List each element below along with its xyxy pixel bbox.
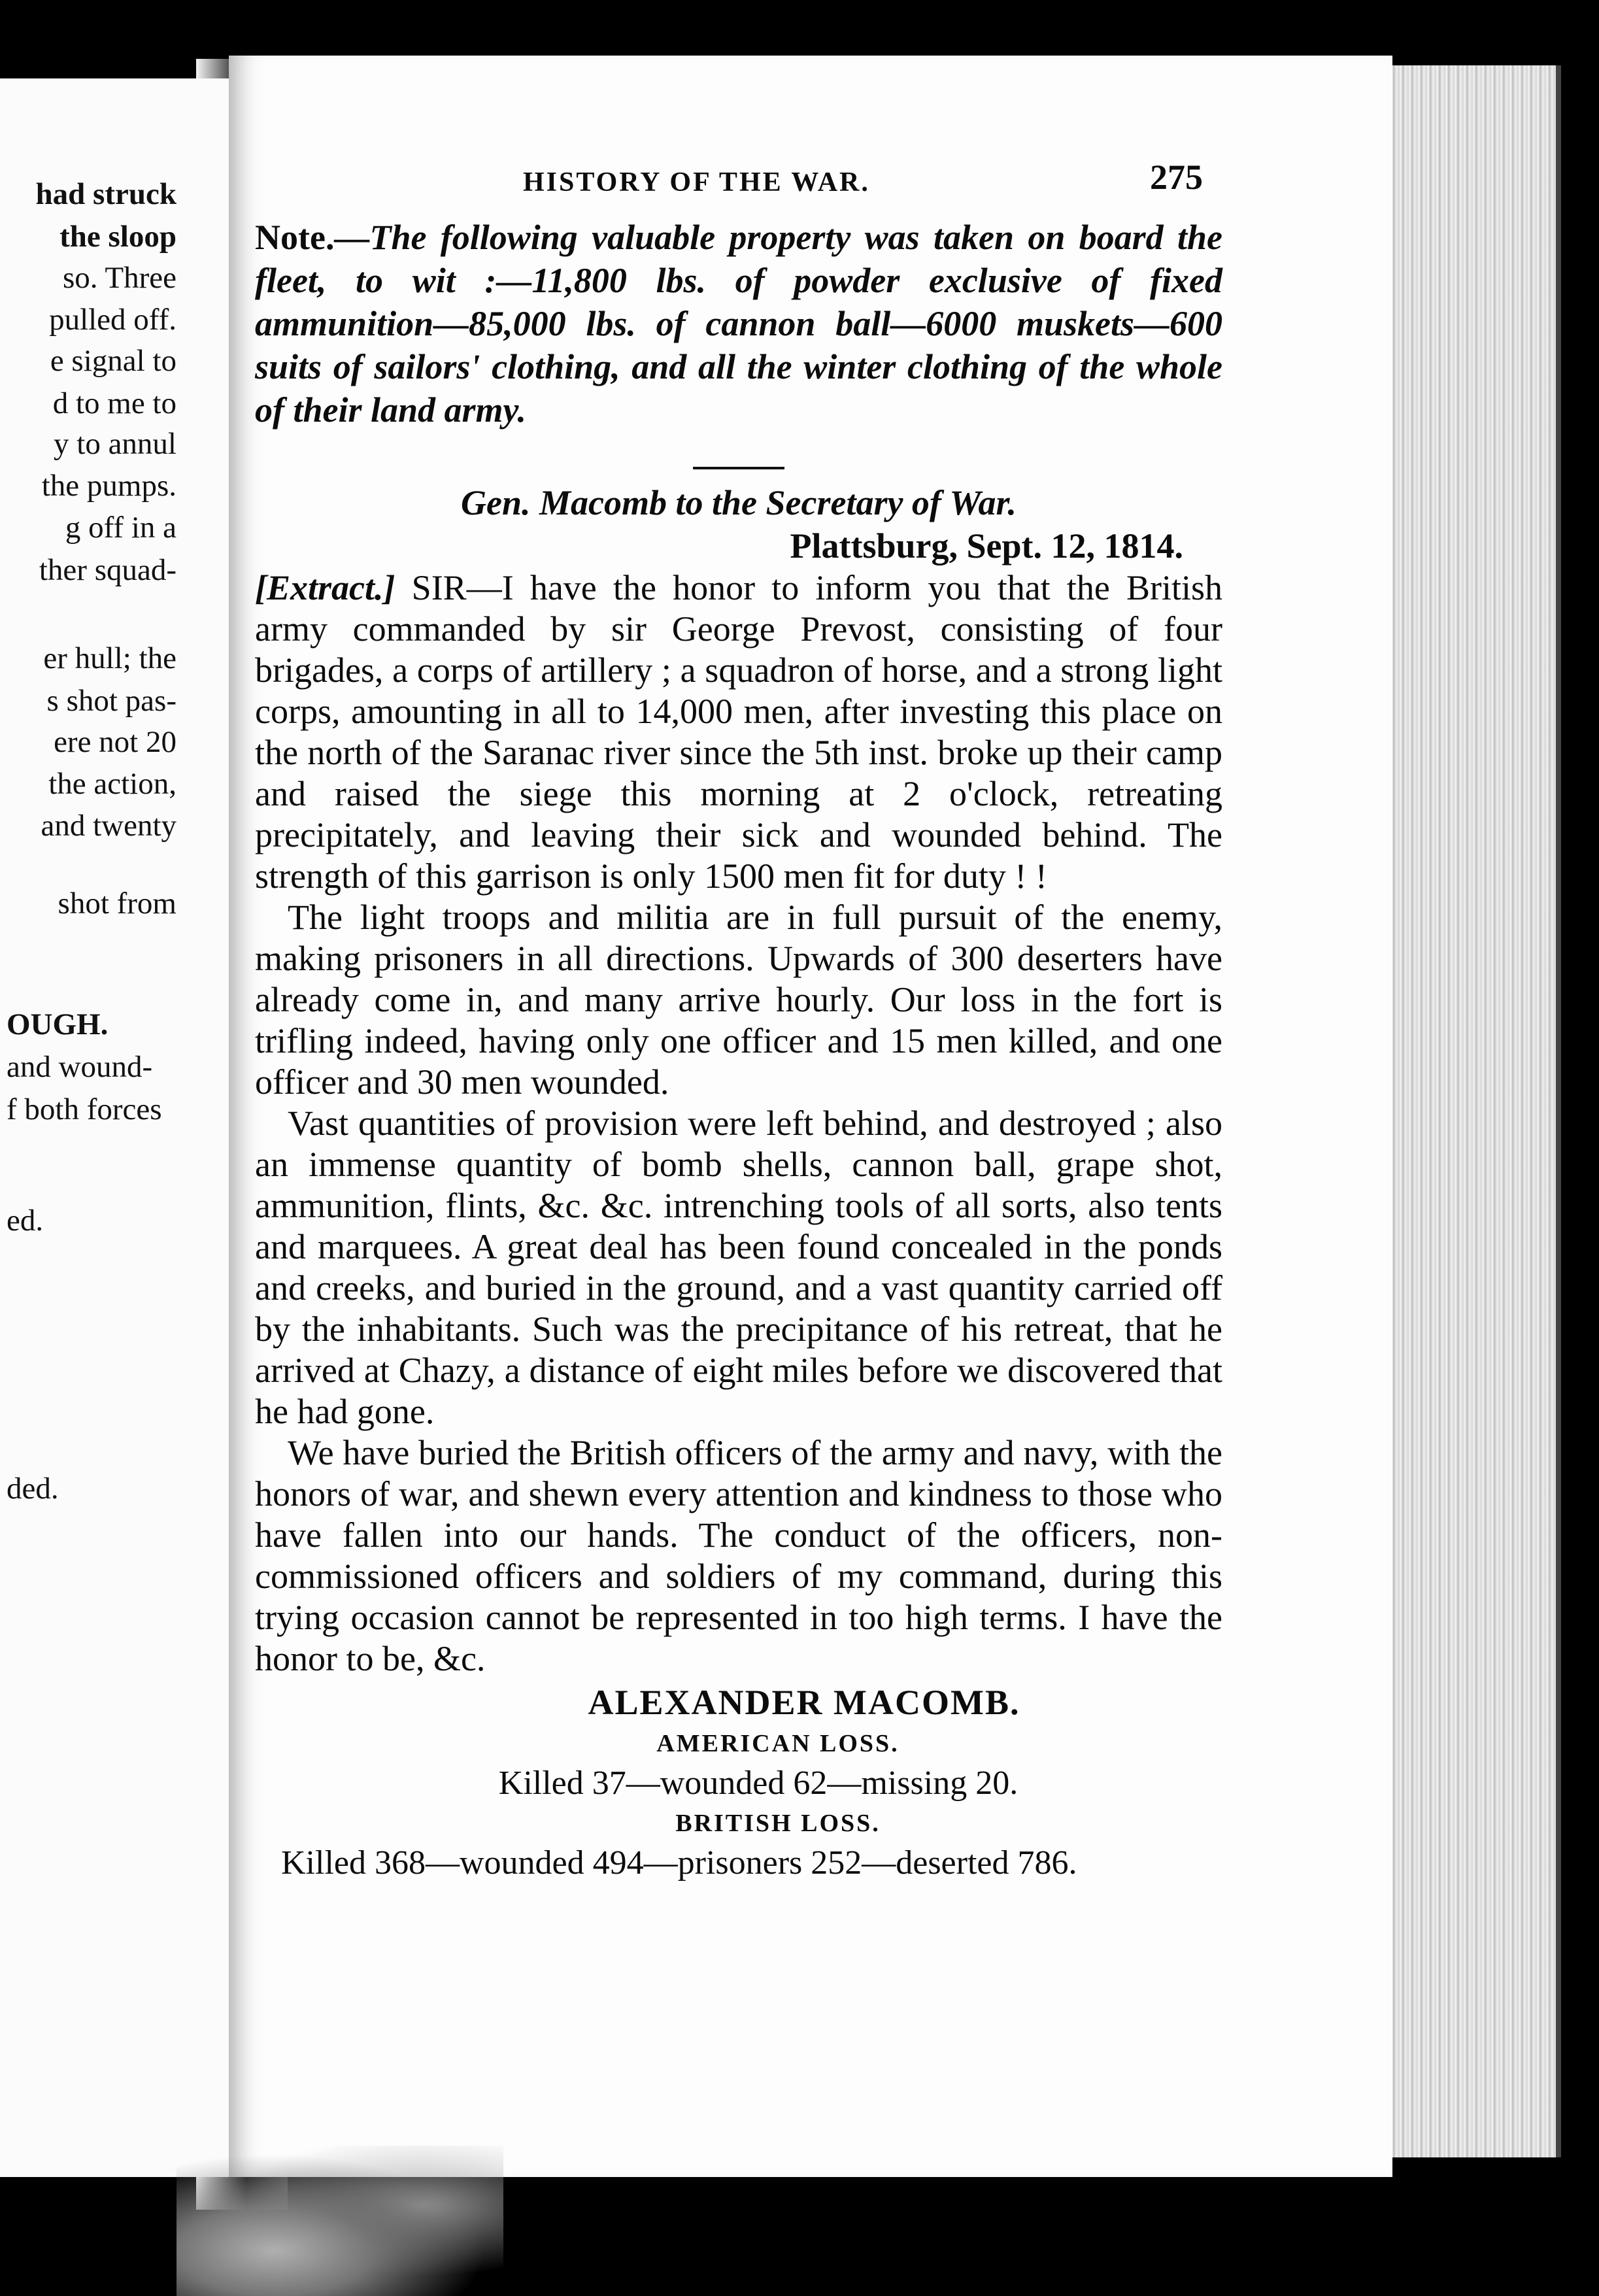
left-page-fragment bbox=[0, 78, 246, 2177]
letter-paragraph-1-text: SIR—I have the honor to inform you that the British army commanded by sir George Prevost, consisting of four brigades, a corps of artillery ; a squadron of horse, and a strong light corps, amounting in all to 14,000 men, after investing this place on the north of the Saranac river since the 5th inst. broke up their camp and raised the siege this morning at 2 o'clock, retreating precipitately, and leaving their sick and wounded behind. The strength of this garrison is only 1500 men fit for duty ! ! bbox=[255, 568, 1222, 896]
note-paragraph bbox=[255, 216, 1222, 431]
left-page-line: ere not 20 bbox=[54, 725, 177, 759]
american-loss-line: Killed 37—wounded 62—missing 20. bbox=[498, 1764, 1018, 1802]
british-loss-line: Killed 368—wounded 494—prisoners 252—deserted 786. bbox=[281, 1844, 1077, 1882]
note-label: Note. bbox=[255, 218, 335, 257]
letter-paragraph-4: We have buried the British officers of the army and navy, with the honors of war, and shewn every attention and kindness to those who have fallen into our hands. The conduct of the officers, non-commissioned officers and soldiers of my command, during this trying occasion cannot be represented in too high terms. I have the honor to be, &c. bbox=[255, 1433, 1222, 1678]
signature: ALEXANDER MACOMB. bbox=[588, 1683, 1020, 1722]
left-page-line: d to me to bbox=[52, 386, 177, 420]
left-page-line: and twenty bbox=[41, 809, 177, 843]
note-text: —The following valuable property was taken on board the fleet, to wit :—11,800 lbs. of powder exclusive of fixed ammunition—85,000 lbs. of cannon ball—6000 muskets—600 suits of sailors' clothing, and all the winter clothing of the whole of their land army. bbox=[255, 218, 1222, 430]
extract-label: [Extract.] bbox=[255, 568, 396, 607]
page-number: 275 bbox=[1150, 158, 1203, 197]
left-page-line: shot from bbox=[58, 886, 177, 920]
left-page-line: g off in a bbox=[65, 511, 177, 545]
left-page-line: OUGH. bbox=[7, 1007, 109, 1041]
left-page-line: the action, bbox=[48, 767, 177, 801]
letter-paragraph-3: Vast quantities of provision were left behind, and destroyed ; also an immense quantity of bomb shells, cannon ball, grape shot, ammunition, flints, &c. &c. intrenching tools of all sorts, also tents and marquees. A great deal has been found concealed in the ponds and creeks, and buried in the ground, and a vast quantity carried off by the inhabitants. Such was the precipitance of his retreat, that he arrived at Chazy, a distance of eight miles before we discovered that he had gone. bbox=[255, 1104, 1222, 1431]
left-page-line: so. Three bbox=[62, 261, 177, 295]
left-page-line: y to annul bbox=[54, 427, 177, 461]
page-text-block bbox=[255, 154, 1222, 1885]
letter-dateline: Plattsburg, Sept. 12, 1814. bbox=[790, 526, 1183, 566]
left-page-line: f both forces bbox=[7, 1092, 162, 1126]
american-loss-heading: AMERICAN LOSS. bbox=[656, 1730, 900, 1757]
left-page-line: er hull; the bbox=[43, 641, 177, 675]
left-page-line: had struck bbox=[35, 177, 177, 211]
running-title: HISTORY OF THE WAR. bbox=[523, 167, 870, 197]
left-page-line: ded. bbox=[7, 1472, 59, 1506]
left-page-line: the sloop bbox=[59, 220, 177, 254]
left-page-line: ther squad- bbox=[39, 553, 177, 587]
left-page-line: e signal to bbox=[50, 344, 177, 378]
paper-stain bbox=[177, 2146, 503, 2296]
letter-paragraph-1 bbox=[255, 567, 1222, 897]
left-page-line: ed. bbox=[7, 1204, 44, 1238]
left-page-line: s shot pas- bbox=[46, 684, 177, 718]
letter-paragraph-2: The light troops and militia are in full pursuit of the enemy, making prisoners in all directions. Upwards of 300 deserters have already come in, and many arrive hourly. Our loss in the fort is trifling indeed, having only one officer and 15 men killed, and one officer and 30 men wounded. bbox=[255, 898, 1222, 1102]
left-page-line: the pumps. bbox=[41, 469, 177, 503]
left-page-line: and wound- bbox=[7, 1050, 153, 1084]
letter-heading: Gen. Macomb to the Secretary of War. bbox=[461, 483, 1017, 522]
left-page-line: pulled off. bbox=[49, 303, 177, 337]
british-loss-heading: BRITISH LOSS. bbox=[675, 1810, 881, 1837]
section-rule bbox=[693, 467, 784, 469]
running-head bbox=[255, 154, 1222, 199]
